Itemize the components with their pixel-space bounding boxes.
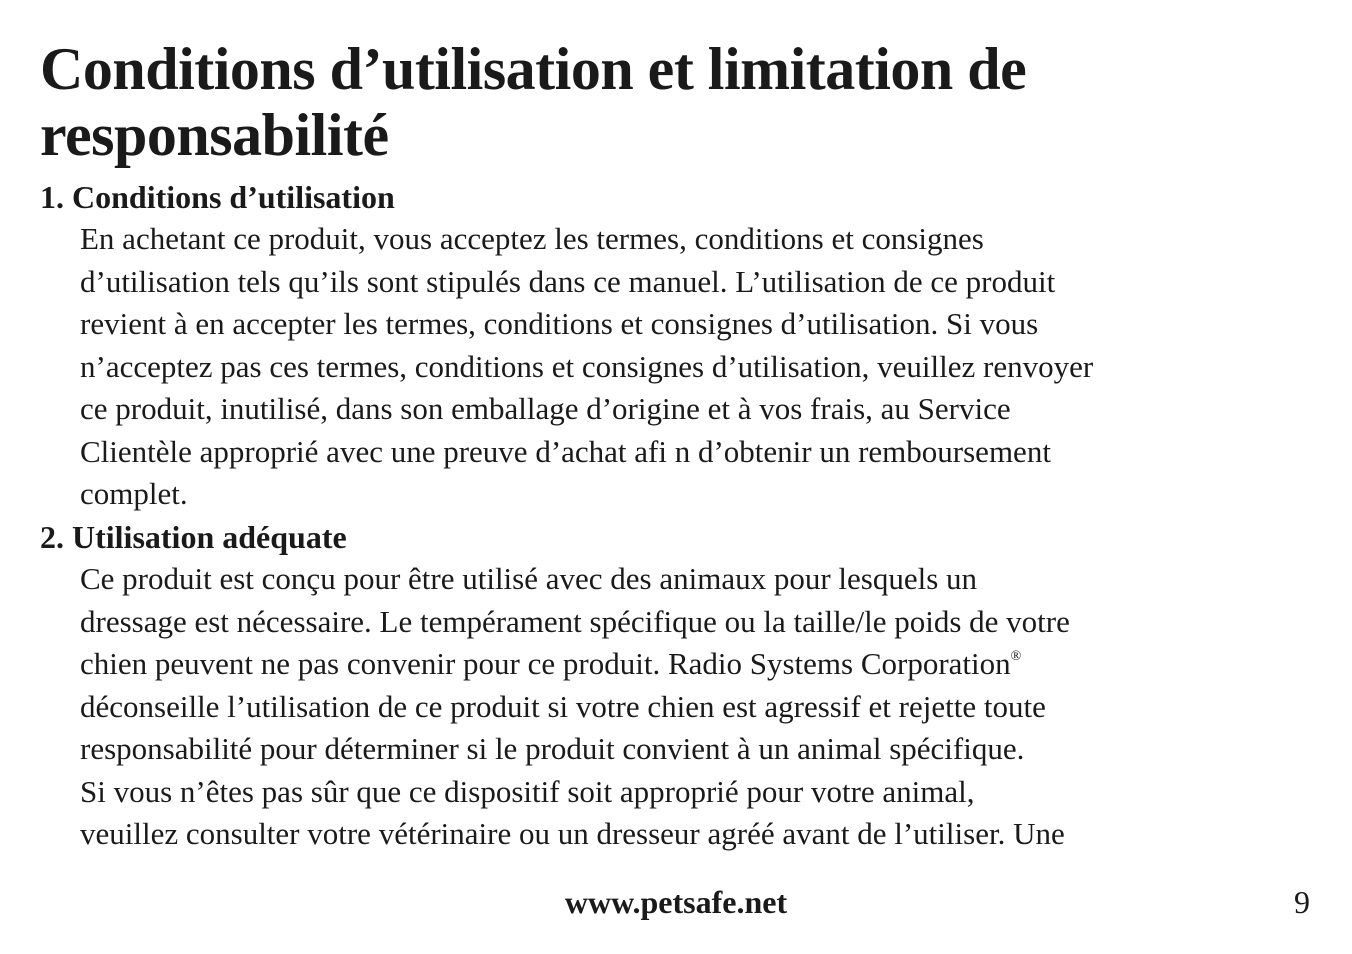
footer-website-url: www.petsafe.net xyxy=(564,884,788,920)
section-body xyxy=(40,558,1330,856)
paragraph-line: En achetant ce produit, vous acceptez les termes, conditions et consignes xyxy=(80,221,984,256)
paragraph-line: chien peuvent ne pas convenir pour ce produit. Radio Systems Corporation xyxy=(80,646,1011,681)
paragraph-line: Clientèle approprié avec une preuve d’achat afi n d’obtenir un remboursement xyxy=(80,433,1051,469)
section-utilisation-adequate xyxy=(40,516,1330,856)
paragraph-line-with-mark xyxy=(80,643,1330,686)
paragraph-line: Si vous n’êtes pas sûr que ce dispositif soit approprié pour votre animal, xyxy=(80,773,975,809)
paragraph-line: déconseille l’utilisation de ce produit si votre chien est agressif et rejette toute xyxy=(80,688,1046,724)
paragraph-line: d’utilisation tels qu’ils sont stipulés dans ce manuel. L’utilisation de ce produit xyxy=(80,263,1056,299)
section-heading: 1. Conditions d’utilisation xyxy=(40,179,395,215)
paragraph-line: veuillez consulter votre vétérinaire ou un dresseur agréé avant de l’utiliser. Une xyxy=(80,816,1065,851)
page-title: Conditions d’utilisation et limitation de responsabilité xyxy=(40,36,1027,168)
registered-trademark-mark: ® xyxy=(1010,649,1022,664)
paragraph-line: complet. xyxy=(80,476,188,511)
paragraph-line: n’acceptez pas ces termes, conditions et consignes d’utilisation, veuillez renvoyer xyxy=(80,348,1094,384)
paragraph-line: responsabilité pour déterminer si le produit convient à un animal spécifique. xyxy=(80,731,1025,766)
paragraph-line: dressage est nécessaire. Le tempérament spécifique ou la taille/le poids de votre xyxy=(80,603,1070,639)
paragraph-line: revient à en accepter les termes, conditions et consignes d’utilisation. Si vous xyxy=(80,306,1039,341)
paragraph-line: ce produit, inutilisé, dans son emballage d’origine et à vos frais, au Service xyxy=(80,391,1011,426)
section-body xyxy=(40,218,1330,516)
section-heading: 2. Utilisation adéquate xyxy=(40,519,347,555)
page-number: 9 xyxy=(1294,884,1310,920)
paragraph-line: Ce produit est conçu pour être utilisé avec des animaux pour lesquels un xyxy=(80,561,978,596)
section-conditions-utilisation xyxy=(40,176,1330,516)
